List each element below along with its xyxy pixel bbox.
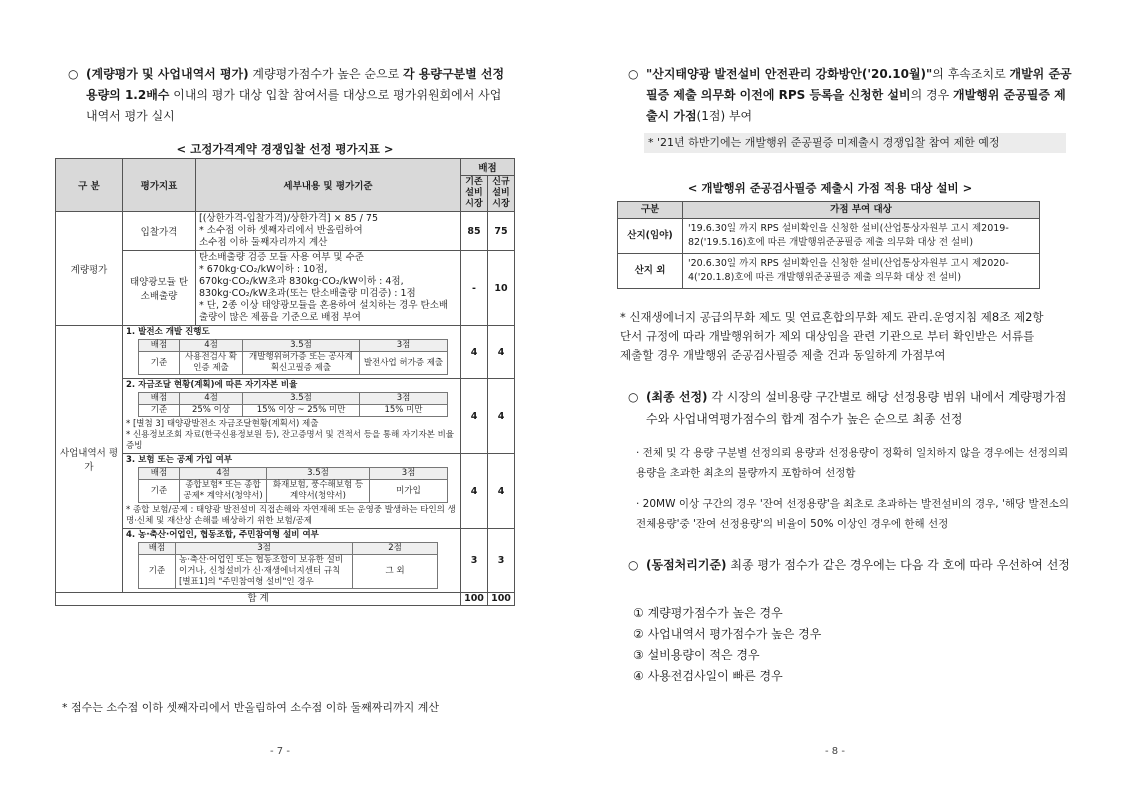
bullet-icon: ○ (628, 390, 639, 404)
bullet-icon: ○ (68, 67, 79, 81)
section-evaluation (68, 64, 512, 127)
criterion-3 (123, 454, 461, 529)
header-new-market: 신규 설비 시장 (488, 176, 515, 212)
criterion-table: 배점 4점 3.5점 3점 기준 종합보험* 또는 종합공제* 계약서(청약서) 화재보험, 풍수해보험 등 계약서(청약서) 미가입 (138, 467, 448, 503)
header-gubun: 구 분 (56, 159, 123, 212)
header-gubun: 구분 (618, 202, 683, 219)
criterion-table: 배점 4점 3.5점 3점 기준 25% 이상 15% 이상 ~ 25% 미만 15% 미만 (138, 392, 448, 417)
criterion-note: * 종합 보험/공제 : 태양광 발전설비 직접손해와 자연재해 또는 운영중 발생하는 타인의 생명·신체 및 재산상 손해를 배상하기 위한 보험/공제 (126, 505, 456, 526)
list-item: ③ 설비용량이 적은 경우 (633, 648, 760, 662)
footnote: * 점수는 소수점 이하 셋째자리에서 반올림하여 소수점 이하 둘째짜리까지 계산 (62, 701, 439, 714)
page-number: - 8 - (825, 746, 845, 757)
score-exist: 4 (461, 454, 488, 529)
score-new: 75 (488, 212, 515, 251)
score-exist: 4 (461, 326, 488, 379)
score-exist: - (461, 251, 488, 326)
index-bid-price: 입찰가격 (123, 212, 196, 251)
list-item: ④ 사용전검사일이 빠른 경우 (633, 669, 783, 683)
header-score: 배점 (461, 159, 515, 176)
note-exemption: * 신재생에너지 공급의무화 제도 및 연료혼합의무화 제도 관리.운영지침 제8조 제2항 단서 규정에 따라 개발행위허가 제외 대상임을 관련 기관으로 부터 확인받은 서류를 제출할 경우 개발행위 준공검사필증 제출 건과 동일하게 가점부여 (620, 310, 1044, 362)
group-business-plan: 사업내역서 평가 (56, 326, 123, 593)
criterion-note: * [별첨 3] 태양광발전소 자금조달현황(계획서) 제출 (126, 419, 319, 429)
score-new: 10 (488, 251, 515, 326)
list-item: ② 사업내역서 평가점수가 높은 경우 (633, 627, 822, 641)
bullet-icon: ○ (628, 67, 639, 81)
score-exist: 3 (461, 529, 488, 593)
paragraph: (계량평가 및 사업내역서 평가) 계량평가점수가 높은 순으로 각 용량구분별 선정용량의 1.2배수 이내의 평가 대상 입찰 참여서를 대상으로 평가위원회에서 사업내역서 평가 실시 (86, 67, 505, 123)
section-bonus (628, 64, 1072, 127)
score-new: 4 (488, 379, 515, 454)
score-new: 3 (488, 529, 515, 593)
criterion-title: 2. 자금조달 현황(계획)에 따른 자기자본 비율 (126, 380, 298, 390)
index-carbon: 태양광모듈 탄소배출량 (123, 251, 196, 326)
score-new: 4 (488, 326, 515, 379)
bonus-table (617, 201, 1040, 289)
page-number: - 7 - (270, 746, 290, 757)
criterion-table: 배점 4점 3.5점 3점 기준 사용전검사 확인증 제출 개발행위허가증 또는 공사계획신고필증 제출 발전사업 허가증 제출 (138, 339, 448, 375)
score-exist: 4 (461, 379, 488, 454)
detail-carbon: 탄소배출량 검증 모듈 사용 여부 및 수준 * 670kg·CO₂/kW이하 : 10점, 670kg·CO₂/kW초과 830kg·CO₂/kW이하 : 4점, 830kg·CO₂/kW초과(또는 탄소배출량 미검증) : 1점 * 단, 2종 이상 태양광모듈을 혼용하여 설치하는 경우 탄소배출량이 많은 제품을 기준으로 배점 부여 (196, 251, 461, 326)
tie-break-list (633, 603, 821, 687)
header-exist-market: 기존 설비 시장 (461, 176, 488, 212)
note-selection: · 전체 및 각 용량 구분별 선정의뢰 용량과 선정용량이 정확히 일치하지 않을 경우에는 선정의뢰 용량을 초과한 최초의 물량까지 포함하여 선정함 (636, 447, 1069, 479)
criterion-title: 4. 농·축산·어업인, 협동조합, 주민참여형 설비 여부 (126, 530, 319, 540)
total-label: 합 계 (56, 593, 461, 606)
bullet-icon: ○ (628, 558, 639, 572)
list-item: ① 계량평가점수가 높은 경우 (633, 606, 783, 620)
paragraph: (최종 선정) 각 시장의 설비용량 구간별로 해당 선정용량 범위 내에서 계량평가점수와 사업내역평가점수의 합계 점수가 높은 순으로 최종 선정 (646, 390, 1067, 426)
criterion-1 (123, 326, 461, 379)
page-left (0, 0, 560, 793)
header-detail: 세부내용 및 평가기준 (196, 159, 461, 212)
row-text: '20.6.30일 까지 RPS 설비확인을 신청한 설비(산업통상자원부 고시 제2020-4('20.1.8)호에 따른 개발행위준공필증 제출 의무화 대상 전 설비) (683, 254, 1040, 289)
paragraph: "산지태양광 발전설비 안전관리 강화방안('20.10월)"의 후속조치로 개발위 준공필증 제출 의무화 이전에 RPS 등록을 신청한 설비의 경우 개발행위 준공필증 제출시 가점(1점) 부여 (646, 67, 1072, 123)
row-label: 산지 외 (618, 254, 683, 289)
paragraph: (동점처리기준) 최종 평가 점수가 같은 경우에는 다음 각 호에 따라 우선하여 선정 (646, 558, 1070, 572)
table-caption: < 개발행위 준공검사필증 제출시 가점 적용 대상 설비 > (687, 181, 973, 195)
header-target: 가점 부여 대상 (683, 202, 1040, 219)
score-exist: 85 (461, 212, 488, 251)
section-tie-break (628, 554, 1072, 576)
row-text: '19.6.30일 까지 RPS 설비확인을 신청한 설비(산업통상자원부 고시 제2019-82('19.5.16)호에 따른 개발행위준공필증 제출 의무화 대상 전 설비) (683, 219, 1040, 254)
criterion-title: 1. 발전소 개발 진행도 (126, 327, 210, 337)
section-final-selection (628, 386, 1072, 430)
criterion-table: 배점 3점 2점 기준 농·축산·어업인 또는 협동조합이 보유한 설비이거나, 신청설비가 신·재생에너지센터 규칙 [별표1]의 "주민참여형 설비"인 경우 그 외 (138, 542, 438, 589)
criterion-4 (123, 529, 461, 593)
score-new: 4 (488, 454, 515, 529)
total-new: 100 (488, 593, 515, 606)
row-label: 산지(임야) (618, 219, 683, 254)
page-right (560, 0, 1121, 793)
criterion-title: 3. 보험 또는 공제 가입 여부 (126, 455, 233, 465)
criterion-note: * 신용정보조회 자료(한국신용정보원 등), 잔고증명서 및 견적서 등을 통해 자기자본 비율 증빙 (126, 430, 454, 451)
evaluation-table (55, 158, 515, 606)
note-box: * '21년 하반기에는 개발행위 준공필증 미제출시 경쟁입찰 참여 제한 예정 (644, 133, 1066, 153)
header-index: 평가지표 (123, 159, 196, 212)
table-caption: < 고정가격계약 경쟁입찰 선정 평가지표 > (176, 142, 394, 156)
group-quantitative: 계량평가 (56, 212, 123, 326)
criterion-2 (123, 379, 461, 454)
note-20mw: · 20MW 이상 구간의 경우 '잔여 선정용량'을 최초로 초과하는 발전설비의 경우, '해당 발전소의 전체용량'중 '잔여 선정용량'의 비율이 50% 이상인 경우에 한해 선정 (636, 498, 1070, 530)
detail-bid-price: [(상한가격-입찰가격)/상한가격] × 85 / 75 * 소수점 이하 셋째자리에서 반올림하여 소수점 이하 둘째자리까지 계산 (196, 212, 461, 251)
total-exist: 100 (461, 593, 488, 606)
